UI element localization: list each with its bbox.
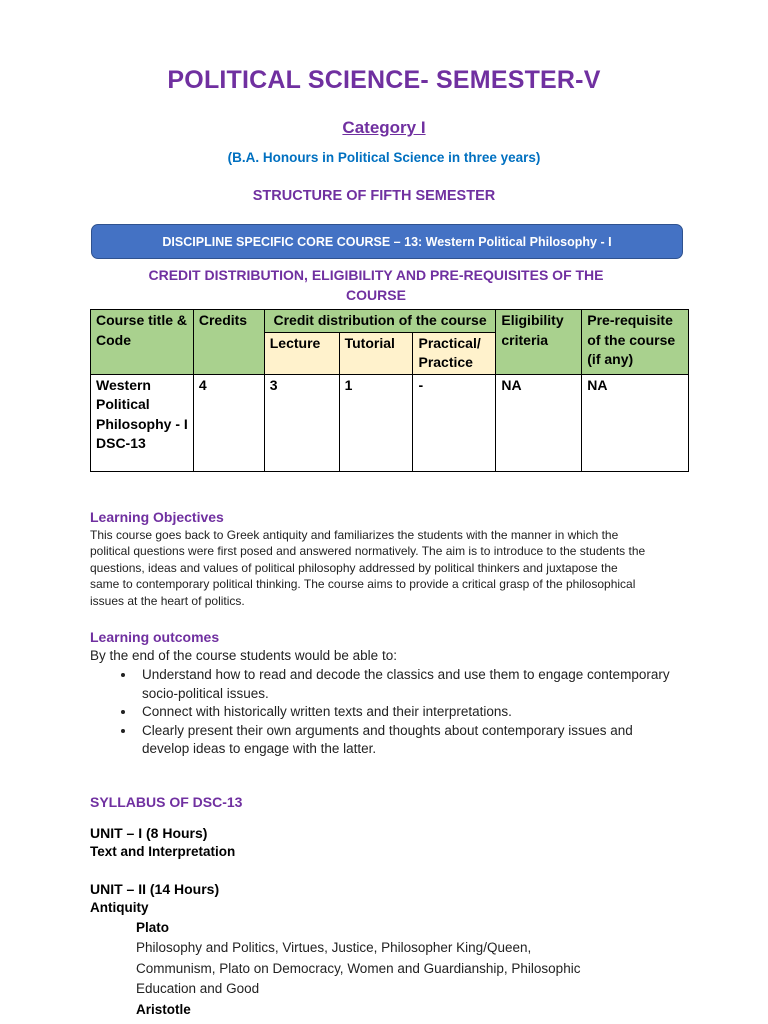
list-item: • Clearly present their own arguments and thoughts about contemporary issues and develop ideas to engage with the latter.	[136, 722, 670, 759]
unit2-title: UNIT – II (14 Hours)	[90, 881, 220, 897]
learning-outcomes-intro: By the end of the course students would be able to:	[90, 648, 397, 663]
plato-topics-line3: Education and Good	[136, 981, 260, 996]
course-title-text: Western Political Philosophy - I	[96, 376, 188, 432]
cell-tutorial: 1	[339, 374, 413, 471]
credit-heading-line1: CREDIT DISTRIBUTION, ELIGIBILITY AND PRE-REQUISITES OF THE	[148, 267, 604, 283]
header-eligibility: Eligibility criteria	[496, 310, 582, 375]
header-credit-distribution: Credit distribution of the course	[264, 310, 496, 333]
header-practical: Practical/ Practice	[413, 332, 496, 374]
plato-topics-line2: Communism, Plato on Democracy, Women and Guardianship, Philosophic	[136, 960, 581, 976]
credit-heading-line2: COURSE	[346, 287, 406, 303]
plato-heading: Plato	[136, 920, 170, 935]
cell-prerequisite: NA	[582, 374, 689, 471]
unit1-title: UNIT – I (8 Hours)	[90, 825, 208, 841]
learning-objectives-heading: Learning Objectives	[90, 509, 224, 525]
unit1-subtitle: Text and Interpretation	[90, 844, 236, 859]
course-banner-text: DISCIPLINE SPECIFIC CORE COURSE – 13: Western Political Philosophy - I	[162, 234, 612, 249]
credit-distribution-table	[90, 309, 689, 472]
unit2-subtitle: Antiquity	[90, 900, 149, 915]
page-title: POLITICAL SCIENCE- SEMESTER-V	[167, 66, 601, 94]
cell-lecture: 3	[264, 374, 339, 471]
syllabus-heading: SYLLABUS OF DSC-13	[90, 794, 243, 810]
cell-credits: 4	[193, 374, 264, 471]
credit-distribution-heading	[96, 265, 656, 305]
course-code-text: DSC-13	[96, 435, 146, 451]
table-header-row	[91, 310, 689, 333]
learning-objectives-text: This course goes back to Greek antiquity and familiarizes the students with the manner in which the political questions were first posed and answered normatively. The aim is to introduce to the students the questions, ideas and values of political philosophy addressed by political thinkers and juxtapose the same to contemporary political thinking. The course aims to provide a critical grasp of the philosophical issues at the heart of politics.	[90, 528, 646, 608]
list-item: • Connect with historically written texts and their interpretations.	[136, 703, 670, 722]
header-credits: Credits	[193, 310, 264, 375]
structure-heading: STRUCTURE OF FIFTH SEMESTER	[252, 188, 496, 204]
programme-subtitle: (B.A. Honours in Political Science in three years)	[227, 150, 541, 165]
aristotle-heading: Aristotle	[136, 1002, 191, 1017]
header-tutorial: Tutorial	[339, 332, 413, 374]
cell-course-title	[91, 374, 194, 471]
table-row	[91, 374, 689, 471]
learning-outcomes-list	[90, 666, 670, 759]
learning-outcomes-heading: Learning outcomes	[90, 629, 220, 645]
header-prerequisite: Pre-requisite of the course (if any)	[582, 310, 689, 375]
list-item: • Understand how to read and decode the classics and use them to engage contemporary socio-political issues.	[136, 666, 670, 703]
header-course-title: Course title & Code	[91, 310, 194, 375]
header-lecture: Lecture	[264, 332, 339, 374]
cell-eligibility: NA	[496, 374, 582, 471]
plato-topics	[136, 938, 580, 1000]
cell-practical: -	[413, 374, 496, 471]
course-banner	[91, 224, 683, 259]
plato-topics-line1: Philosophy and Politics, Virtues, Justice, Philosopher King/Queen,	[136, 940, 532, 955]
category-heading: Category I	[342, 118, 426, 137]
